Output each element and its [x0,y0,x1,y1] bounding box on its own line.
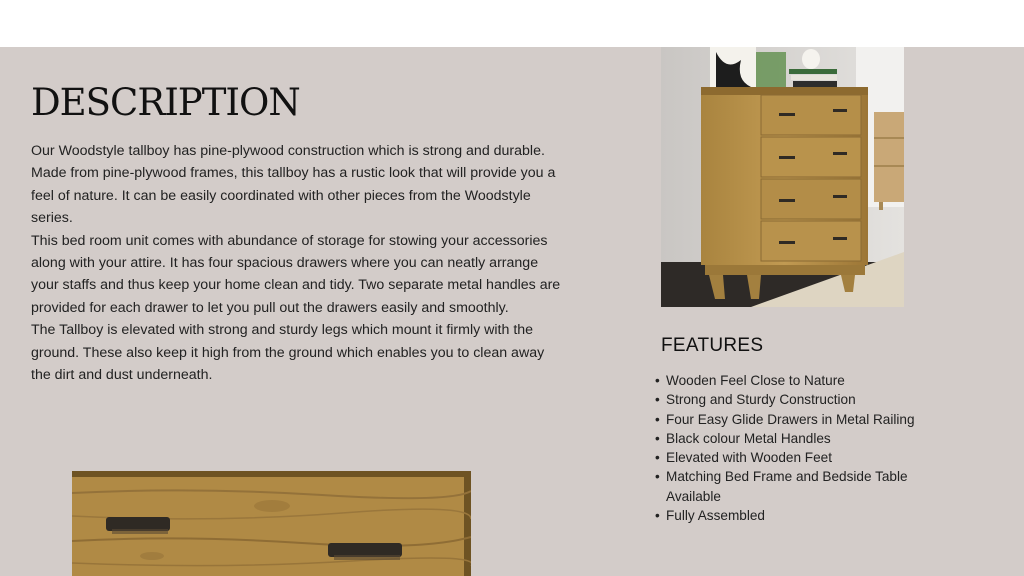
description-paragraph: Our Woodstyle tallboy has pine-plywood construction which is strong and durable. Made from pine-plywood frames, this tallboy has a rustic look that will provide you a feel of nature. It can be easily coordinated with other pieces from the Woodstyle series. [31,143,556,227]
feature-item: • Four Easy Glide Drawers in Metal Railing [655,410,955,429]
description-text [31,140,561,386]
description-paragraph: This bed room unit comes with abundance of storage for stowing your accessories along with your attire. It has four spacious drawers where you can neatly arrange your staffs and thus keep your home clean and tidy. Two separate metal handles are provided for each drawer to let you pull out the drawers easily and smoothly. [31,232,561,316]
drawer-closeup-illustration [72,471,471,576]
top-white-bar [0,0,1024,47]
description-paragraph: The Tallboy is elevated with strong and sturdy legs which mount it firmly with the ground. These also keep it high from the ground which enables you to clean away the dirt and dust underneath. [31,322,545,384]
tallboy-photo-illustration [661,47,904,307]
features-list [655,371,955,525]
feature-item: • Strong and Sturdy Construction [655,390,955,409]
product-description-panel [0,47,1024,576]
feature-item: • Black colour Metal Handles [655,429,955,448]
description-heading: DESCRIPTION [31,81,300,124]
drawer-closeup-photo [72,471,471,576]
features-heading: FEATURES [661,335,764,356]
feature-item: • Elevated with Wooden Feet [655,448,955,467]
tallboy-product-photo [661,47,904,307]
feature-item: • Fully Assembled [655,506,955,525]
feature-item: • Wooden Feel Close to Nature [655,371,955,390]
feature-item: • Matching Bed Frame and Bedside Table Available [655,467,955,506]
